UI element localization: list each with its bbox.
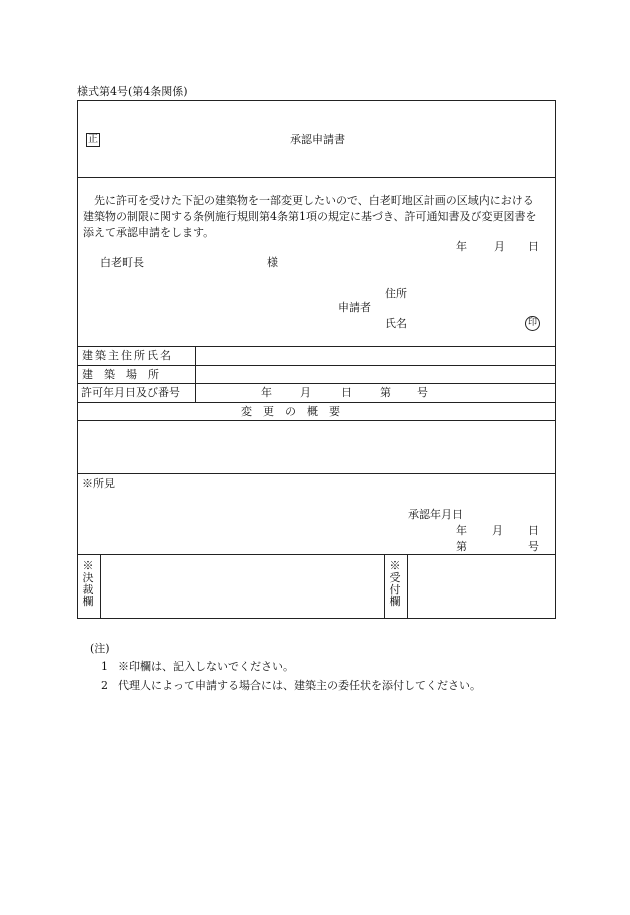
page-title: 承認申請書 (290, 133, 345, 146)
divider-applicant (77, 346, 556, 347)
addressee: 白老町長 (100, 256, 144, 269)
approval-dai: 第 (456, 540, 467, 553)
approval-year: 年 (456, 524, 467, 537)
notes-heading: (注) (90, 642, 110, 655)
row-label-divider (195, 346, 196, 402)
divider-owner (77, 365, 556, 366)
approval-gou: 号 (528, 540, 539, 553)
permit-gou: 号 (417, 386, 428, 399)
applicant-name-label: 氏名 (385, 317, 407, 330)
divider-site (77, 383, 556, 384)
date-day: 日 (528, 240, 539, 253)
divider-change-header (77, 420, 556, 421)
approval-date-label: 承認年月日 (408, 508, 463, 521)
owner-label: 建築主住所氏名 (82, 349, 173, 362)
applicant-label: 申請者 (338, 301, 371, 314)
form-number-label: 様式第4号(第4条関係) (77, 85, 188, 98)
permit-label: 許可年月日及び番号 (81, 386, 180, 399)
approval-month: 月 (492, 524, 503, 537)
permit-month: 月 (300, 386, 311, 399)
site-label: 建 築 場 所 (82, 368, 159, 381)
note-1-number: 1 (101, 660, 108, 673)
decision-column-label: ※決裁欄 (82, 559, 94, 608)
approval-day: 日 (528, 524, 539, 537)
request-paragraph: 先に許可を受けた下記の建築物を一部変更したいので、白老町地区計画の区域内における建築物の制限に関する条例施行規則第4条第1項の規定に基づき、許可通知書及び変更図書を添えて承認申請をします。 (83, 194, 537, 239)
note-2-number: 2 (101, 679, 108, 692)
change-summary-label: 変 更 の 概 要 (241, 405, 340, 418)
applicant-address-label: 住所 (385, 287, 407, 300)
permit-year: 年 (261, 386, 272, 399)
seishou-mark: 正 (88, 134, 98, 145)
seal-icon: 印 (525, 316, 540, 331)
reception-column-label: ※受付欄 (389, 559, 401, 608)
note-1-text: ※印欄は、記入しないでください。 (118, 660, 294, 673)
permit-day: 日 (341, 386, 352, 399)
opinion-label: ※所見 (82, 477, 115, 490)
divider-opinion (77, 554, 556, 555)
divider-permit (77, 402, 556, 403)
note-2-text: 代理人によって申請する場合には、建築主の委任状を添付してください。 (118, 679, 481, 692)
decision-divider (100, 554, 101, 619)
reception-divider-left (384, 554, 385, 619)
divider-title (77, 177, 556, 178)
reception-divider-right (407, 554, 408, 619)
honorific: 様 (267, 256, 278, 269)
date-year: 年 (456, 240, 467, 253)
permit-dai: 第 (380, 386, 391, 399)
date-month: 月 (494, 240, 505, 253)
divider-change-body (77, 473, 556, 474)
